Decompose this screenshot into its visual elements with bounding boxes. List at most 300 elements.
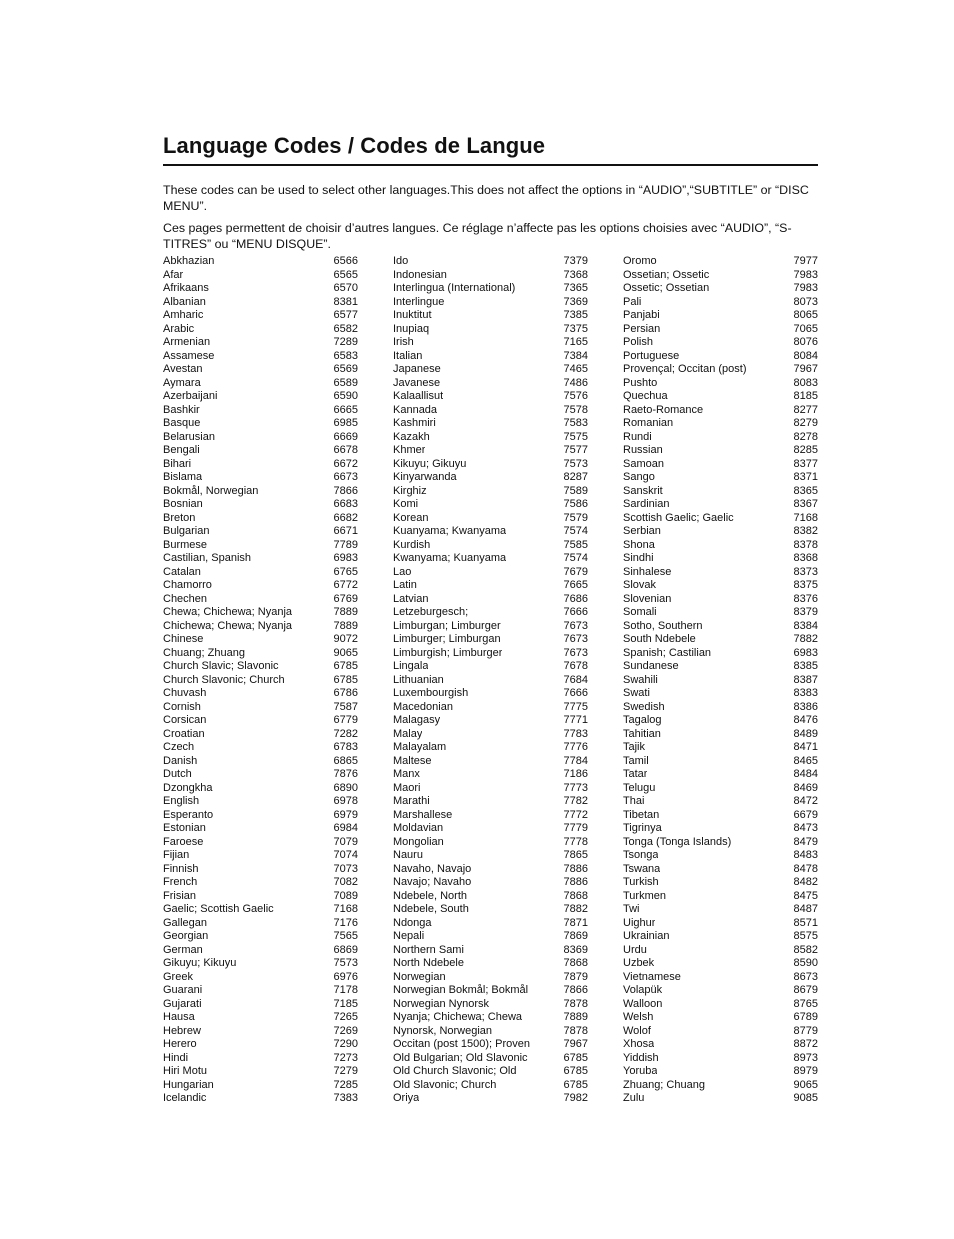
language-name: Turkish — [623, 876, 659, 888]
language-name: Ndonga — [393, 916, 432, 929]
language-code: 7982 — [563, 1092, 588, 1104]
language-code: 7983 — [793, 282, 818, 294]
language-code: 8479 — [793, 835, 818, 848]
language-name: Kurdish — [393, 538, 431, 551]
language-code: 8378 — [793, 538, 818, 551]
language-row — [163, 917, 358, 931]
language-name: Lao — [393, 565, 412, 578]
language-code: 6566 — [333, 255, 358, 267]
language-code: 7589 — [563, 484, 588, 497]
language-name: Limburger; Limburgan — [393, 633, 501, 645]
language-code: 8473 — [793, 822, 818, 834]
language-name: Aymara — [163, 376, 201, 389]
language-name: Latin — [393, 579, 417, 591]
language-row — [393, 957, 588, 971]
language-row — [163, 539, 358, 553]
language-row — [393, 579, 588, 593]
language-row — [623, 660, 818, 674]
language-name: Welsh — [623, 1011, 654, 1023]
language-row — [623, 498, 818, 512]
language-row — [623, 350, 818, 364]
language-row — [623, 1065, 818, 1079]
language-row — [393, 593, 588, 607]
language-name: Old Church Slavonic; Old — [393, 1065, 517, 1077]
language-row — [623, 809, 818, 823]
language-name: Tahitian — [623, 727, 661, 740]
language-row — [623, 876, 818, 890]
language-row — [163, 795, 358, 809]
language-row — [393, 795, 588, 809]
language-row — [393, 1065, 588, 1079]
language-row — [623, 296, 818, 310]
language-row — [393, 363, 588, 377]
language-code: 8582 — [793, 943, 818, 956]
language-code: 8679 — [793, 984, 818, 996]
language-name: Kalaallisut — [393, 390, 444, 402]
language-row — [163, 890, 358, 904]
language-code: 7882 — [563, 903, 588, 915]
language-name: Amharic — [163, 309, 204, 321]
language-name: French — [163, 876, 198, 888]
language-row — [393, 768, 588, 782]
language-row — [163, 1011, 358, 1025]
language-row — [393, 255, 588, 269]
language-row — [163, 755, 358, 769]
language-code: 7065 — [793, 322, 818, 335]
language-code: 6673 — [333, 471, 358, 483]
language-name: Uzbek — [623, 957, 655, 969]
language-row — [163, 485, 358, 499]
language-code: 7886 — [563, 876, 588, 888]
language-code: 8073 — [793, 295, 818, 308]
language-code: 6589 — [333, 376, 358, 389]
language-code: 7583 — [563, 417, 588, 429]
language-row — [623, 849, 818, 863]
language-row — [393, 282, 588, 296]
language-name: Marathi — [393, 795, 430, 807]
language-code: 6789 — [793, 1011, 818, 1023]
language-row — [393, 809, 588, 823]
language-row — [393, 1025, 588, 1039]
language-code: 8385 — [793, 660, 818, 672]
language-code: 8471 — [793, 741, 818, 753]
language-row — [163, 714, 358, 728]
language-name: Lithuanian — [393, 673, 444, 686]
language-name: Telugu — [623, 781, 656, 794]
language-code: 8065 — [793, 309, 818, 321]
language-code: 8973 — [793, 1051, 818, 1064]
language-name: Sindhi — [623, 552, 654, 564]
language-code: 8383 — [793, 687, 818, 699]
language-name: Mongolian — [393, 835, 444, 848]
language-row — [163, 404, 358, 418]
language-name: Guarani — [163, 984, 203, 996]
language-name: Bashkir — [163, 403, 200, 416]
language-row — [163, 417, 358, 431]
language-row — [393, 944, 588, 958]
language-code: 7871 — [563, 916, 588, 929]
language-name: Chichewa; Chewa; Nyanja — [163, 619, 293, 632]
language-code: 9065 — [793, 1078, 818, 1091]
language-row — [393, 309, 588, 323]
language-code: 7684 — [563, 673, 588, 686]
language-name: Zulu — [623, 1092, 645, 1104]
language-column-3 — [623, 255, 818, 1106]
language-name: Estonian — [163, 822, 206, 834]
language-code: 6890 — [333, 781, 358, 794]
language-row — [393, 404, 588, 418]
language-code: 7866 — [563, 984, 588, 996]
language-row — [393, 728, 588, 742]
language-row — [623, 485, 818, 499]
language-code: 8379 — [793, 606, 818, 618]
language-code: 8381 — [333, 295, 358, 308]
language-name: Gujarati — [163, 997, 202, 1010]
language-code: 6779 — [333, 714, 358, 726]
language-code: 7165 — [563, 336, 588, 348]
language-name: Javanese — [393, 376, 441, 389]
language-name: Indonesian — [393, 268, 447, 281]
language-name: Old Bulgarian; Old Slavonic — [393, 1051, 528, 1064]
language-code: 7882 — [793, 633, 818, 645]
language-code: 8765 — [793, 997, 818, 1010]
language-name: English — [163, 795, 200, 807]
language-code: 7178 — [333, 984, 358, 996]
language-code: 7383 — [333, 1092, 358, 1104]
language-code: 7575 — [563, 430, 588, 443]
language-row — [163, 1092, 358, 1106]
language-row — [623, 1025, 818, 1039]
language-name: Kashmiri — [393, 417, 436, 429]
language-name: Kuanyama; Kwanyama — [393, 525, 507, 537]
language-code: 7368 — [563, 268, 588, 281]
language-code: 8387 — [793, 673, 818, 686]
language-code: 8083 — [793, 376, 818, 389]
language-code: 7465 — [563, 363, 588, 375]
language-code: 8476 — [793, 714, 818, 726]
language-row — [163, 296, 358, 310]
language-row — [163, 1065, 358, 1079]
language-name: Raeto-Romance — [623, 403, 704, 416]
language-name: Spanish; Castilian — [623, 646, 712, 659]
language-row — [393, 890, 588, 904]
language-code: 6985 — [333, 417, 358, 429]
language-name: Urdu — [623, 943, 647, 956]
language-code: 7771 — [563, 714, 588, 726]
language-code: 7176 — [333, 916, 358, 929]
language-code: 7686 — [563, 592, 588, 605]
language-name: Ukrainian — [623, 930, 670, 942]
language-row — [393, 647, 588, 661]
language-name: Hausa — [163, 1011, 195, 1023]
language-row — [393, 660, 588, 674]
language-row — [163, 377, 358, 391]
language-name: Ndebele, South — [393, 903, 469, 915]
language-name: Malayalam — [393, 741, 447, 753]
language-row — [393, 606, 588, 620]
language-code: 7879 — [563, 970, 588, 983]
language-row — [163, 255, 358, 269]
language-name: Sanskrit — [623, 484, 663, 497]
language-code: 7878 — [563, 997, 588, 1010]
language-code: 8469 — [793, 781, 818, 794]
language-row — [623, 674, 818, 688]
language-row — [393, 525, 588, 539]
language-code: 6679 — [793, 808, 818, 821]
language-code: 6979 — [333, 808, 358, 821]
language-code: 7079 — [333, 835, 358, 848]
language-name: Faroese — [163, 835, 204, 848]
language-row — [623, 579, 818, 593]
language-code: 6569 — [333, 363, 358, 375]
intro-french: Ces pages permettent de choisir d’autres langues. Ce réglage n’affecte pas les options choisies avec “AUDIO”, “S-TITRES” ou “MENU DISQUE”. — [163, 221, 792, 251]
language-row — [623, 782, 818, 796]
language-code: 7673 — [563, 646, 588, 659]
language-name: Bosnian — [163, 498, 203, 510]
language-row — [393, 687, 588, 701]
language-name: Church Slavonic; Church — [163, 673, 285, 686]
language-name: Afar — [163, 268, 184, 281]
language-name: Gallegan — [163, 916, 208, 929]
language-name: Kirghiz — [393, 484, 427, 497]
language-row — [623, 431, 818, 445]
language-row — [163, 579, 358, 593]
language-name: Lingala — [393, 660, 429, 672]
language-code: 6682 — [333, 511, 358, 524]
language-name: Rundi — [623, 430, 652, 443]
language-row — [163, 903, 358, 917]
language-code: 7273 — [333, 1051, 358, 1064]
language-code: 7379 — [563, 255, 588, 267]
language-name: Pali — [623, 295, 642, 308]
language-name: Greek — [163, 970, 193, 983]
language-row — [623, 336, 818, 350]
language-row — [623, 1011, 818, 1025]
language-name: Esperanto — [163, 808, 214, 821]
language-row — [393, 930, 588, 944]
language-row — [163, 957, 358, 971]
language-code: 8369 — [563, 943, 588, 956]
language-name: Hungarian — [163, 1078, 214, 1091]
language-name: Tonga (Tonga Islands) — [623, 835, 732, 848]
language-row — [163, 552, 358, 566]
language-name: Oromo — [623, 255, 657, 267]
language-name: Romanian — [623, 417, 674, 429]
language-name: Khmer — [393, 444, 426, 456]
language-name: Limburgish; Limburger — [393, 646, 503, 659]
language-code: 8779 — [793, 1024, 818, 1037]
language-row — [623, 323, 818, 337]
language-code: 7185 — [333, 997, 358, 1010]
language-row — [623, 255, 818, 269]
language-name: Scottish Gaelic; Gaelic — [623, 511, 734, 524]
language-name: Albanian — [163, 295, 206, 308]
language-code: 7889 — [563, 1011, 588, 1023]
language-code: 7565 — [333, 930, 358, 942]
language-code: 7279 — [333, 1065, 358, 1077]
language-code: 7889 — [333, 606, 358, 618]
language-code: 7878 — [563, 1024, 588, 1037]
language-row — [163, 701, 358, 715]
language-name: Shona — [623, 538, 655, 551]
language-code: 6590 — [333, 390, 358, 402]
language-row — [163, 876, 358, 890]
language-code: 6582 — [333, 322, 358, 335]
language-code: 7776 — [563, 741, 588, 753]
language-name: Hebrew — [163, 1024, 201, 1037]
language-name: Bokmål, Norwegian — [163, 484, 259, 497]
language-code: 8373 — [793, 565, 818, 578]
language-code: 8371 — [793, 471, 818, 483]
language-code: 8487 — [793, 903, 818, 915]
language-name: North Ndebele — [393, 957, 464, 969]
language-row — [623, 404, 818, 418]
language-row — [393, 741, 588, 755]
language-code: 7573 — [333, 957, 358, 969]
language-name: Manx — [393, 768, 420, 780]
language-row — [393, 984, 588, 998]
language-code: 7666 — [563, 687, 588, 699]
language-name: Marshallese — [393, 808, 453, 821]
language-row — [623, 795, 818, 809]
language-code: 8872 — [793, 1038, 818, 1050]
language-name: Norwegian — [393, 970, 446, 983]
language-code: 6671 — [333, 525, 358, 537]
language-name: Sotho, Southern — [623, 619, 703, 632]
language-row — [163, 944, 358, 958]
language-code: 6786 — [333, 687, 358, 699]
language-name: Ndebele, North — [393, 889, 467, 902]
language-name: Corsican — [163, 714, 207, 726]
language-row — [163, 836, 358, 850]
language-code: 6785 — [563, 1065, 588, 1077]
language-code: 6577 — [333, 309, 358, 321]
language-name: Sundanese — [623, 660, 679, 672]
language-row — [623, 1038, 818, 1052]
language-name: Georgian — [163, 930, 209, 942]
language-code: 6570 — [333, 282, 358, 294]
language-code: 7269 — [333, 1024, 358, 1037]
language-name: Bislama — [163, 471, 203, 483]
language-code: 8483 — [793, 849, 818, 861]
language-name: Chuang; Zhuang — [163, 646, 245, 659]
language-code: 7186 — [563, 768, 588, 780]
language-name: Belarusian — [163, 430, 215, 443]
language-name: Chewa; Chichewa; Nyanja — [163, 606, 293, 618]
language-row — [393, 822, 588, 836]
language-code: 6669 — [333, 430, 358, 443]
language-row — [393, 755, 588, 769]
language-row — [163, 336, 358, 350]
language-name: South Ndebele — [623, 633, 696, 645]
language-name: Kinyarwanda — [393, 471, 457, 483]
language-code: 7074 — [333, 849, 358, 861]
language-name: Quechua — [623, 390, 668, 402]
language-code: 7868 — [563, 889, 588, 902]
language-name: Breton — [163, 511, 196, 524]
language-name: Chechen — [163, 592, 208, 605]
language-name: Slovak — [623, 579, 657, 591]
language-code: 9065 — [333, 646, 358, 659]
language-code: 7573 — [563, 457, 588, 470]
language-row — [623, 539, 818, 553]
language-column-1 — [163, 255, 358, 1106]
language-name: Walloon — [623, 997, 663, 1010]
language-name: Dutch — [163, 768, 192, 780]
language-name: Zhuang; Chuang — [623, 1078, 705, 1091]
language-name: Finnish — [163, 862, 199, 875]
language-code: 7773 — [563, 781, 588, 794]
language-name: Swati — [623, 687, 650, 699]
language-row — [623, 930, 818, 944]
language-row — [623, 1079, 818, 1093]
language-code: 8285 — [793, 444, 818, 456]
language-name: Panjabi — [623, 309, 660, 321]
language-row — [163, 620, 358, 634]
language-code: 7866 — [333, 484, 358, 497]
language-name: Frisian — [163, 889, 197, 902]
language-row — [393, 485, 588, 499]
language-code: 8365 — [793, 484, 818, 497]
language-code: 7772 — [563, 808, 588, 821]
language-row — [623, 269, 818, 283]
language-name: Tswana — [623, 862, 661, 875]
language-row — [163, 1025, 358, 1039]
language-code: 6785 — [333, 673, 358, 686]
language-code: 8475 — [793, 889, 818, 902]
language-code: 7089 — [333, 889, 358, 902]
language-name: Ossetic; Ossetian — [623, 282, 710, 294]
language-code: 7375 — [563, 322, 588, 335]
language-row — [163, 593, 358, 607]
language-code: 7576 — [563, 390, 588, 402]
language-code: 6769 — [333, 592, 358, 605]
language-row — [393, 903, 588, 917]
language-row — [623, 390, 818, 404]
language-name: Moldavian — [393, 822, 444, 834]
language-row — [623, 444, 818, 458]
language-name: Samoan — [623, 457, 664, 470]
language-code: 8279 — [793, 417, 818, 429]
language-name: Nauru — [393, 849, 423, 861]
language-name: Interlingue — [393, 295, 445, 308]
language-name: Tatar — [623, 768, 648, 780]
language-code: 8376 — [793, 592, 818, 605]
language-row — [623, 1052, 818, 1066]
language-code: 8590 — [793, 957, 818, 969]
language-row — [163, 444, 358, 458]
language-row — [623, 741, 818, 755]
language-code: 6665 — [333, 403, 358, 416]
language-row — [163, 458, 358, 472]
language-row — [393, 863, 588, 877]
language-name: Portuguese — [623, 349, 680, 362]
language-row — [163, 498, 358, 512]
language-row — [163, 633, 358, 647]
language-code: 6785 — [563, 1051, 588, 1064]
language-row — [623, 863, 818, 877]
language-row — [393, 417, 588, 431]
language-row — [393, 498, 588, 512]
language-name: Nynorsk, Norwegian — [393, 1024, 493, 1037]
language-row — [623, 755, 818, 769]
language-name: Pushto — [623, 376, 658, 389]
language-row — [623, 512, 818, 526]
language-code: 8382 — [793, 525, 818, 537]
language-row — [393, 1011, 588, 1025]
language-row — [163, 525, 358, 539]
language-code: 7290 — [333, 1038, 358, 1050]
